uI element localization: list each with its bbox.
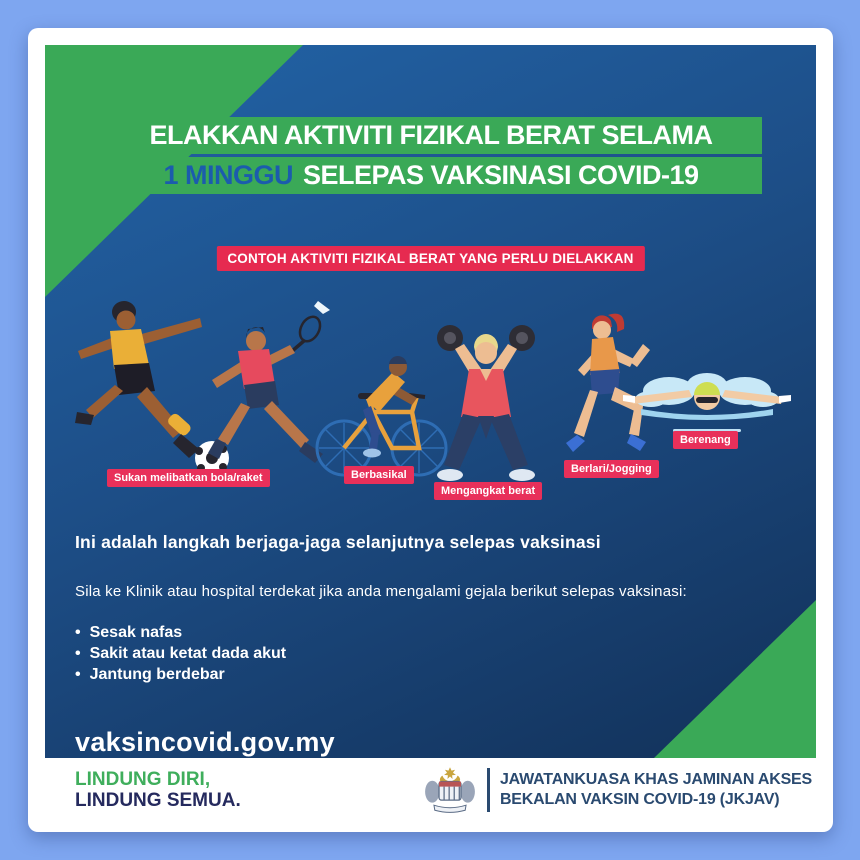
website-url: vaksincovid.gov.my: [75, 727, 336, 757]
symptom-text: Jantung berdebar: [89, 666, 225, 683]
symptom-text: Sakit atau ketat dada akut: [89, 645, 287, 662]
symptom-item: [75, 664, 790, 685]
committee-name-line-1: JAWATANKUASA KHAS JAMINAN AKSES: [499, 771, 812, 788]
poster-card: [28, 28, 833, 832]
activity-label-ball-racket-sports: Sukan melibatkan bola/raket: [107, 469, 270, 487]
symptom-text: Sesak nafas: [89, 624, 183, 641]
committee-name-line-2: BEKALAN VAKSIN COVID-19 (JKJAV): [499, 791, 780, 808]
committee-identity: [423, 765, 812, 815]
advisory-section: [75, 532, 790, 758]
weightlifter-icon: [430, 317, 542, 487]
activity-label-cycling: Berbasikal: [344, 466, 414, 484]
symptom-list: [75, 622, 790, 685]
footer-divider: [487, 768, 490, 812]
slogan-line-2: LINDUNG SEMUA.: [75, 790, 241, 811]
football-and-badminton-players-icon: [60, 293, 355, 483]
committee-name: [500, 770, 812, 810]
title-line-1-text: ELAKKAN AKTIVITI FIZIKAL BERAT SELAMA: [149, 120, 713, 150]
bullet: •: [75, 645, 81, 662]
bullet: •: [75, 624, 81, 641]
symptom-item: [75, 622, 790, 643]
campaign-slogan: [75, 769, 241, 811]
malaysia-coat-of-arms-icon: [423, 765, 477, 815]
slogan-line-1: LINDUNG DIRI,: [75, 769, 211, 790]
title-line-2-text: SELEPAS VAKSINASI COVID-19: [302, 160, 699, 190]
advisory-subheading: Sila ke Klinik atau hospital terdekat jika anda mengalami gejala berikut selepas vaksinasi:: [75, 583, 687, 600]
poster: [45, 45, 816, 758]
title-line-1: [100, 117, 762, 154]
footer: [45, 761, 816, 819]
activity-label-weightlifting: Mengangkat berat: [434, 482, 542, 500]
advisory-heading: Ini adalah langkah berjaga-jaga selanjutnya selepas vaksinasi: [75, 532, 601, 552]
title-duration-highlight: 1 MINGGU: [163, 160, 293, 190]
symptom-item: [75, 643, 790, 664]
activity-label-swimming: Berenang: [673, 431, 738, 449]
examples-badge: CONTOH AKTIVITI FIZIKAL BERAT YANG PERLU DIELAKKAN: [216, 246, 644, 271]
activity-label-running: Berlari/Jogging: [564, 460, 659, 478]
title-line-2: [100, 157, 762, 194]
bullet: •: [75, 666, 81, 683]
